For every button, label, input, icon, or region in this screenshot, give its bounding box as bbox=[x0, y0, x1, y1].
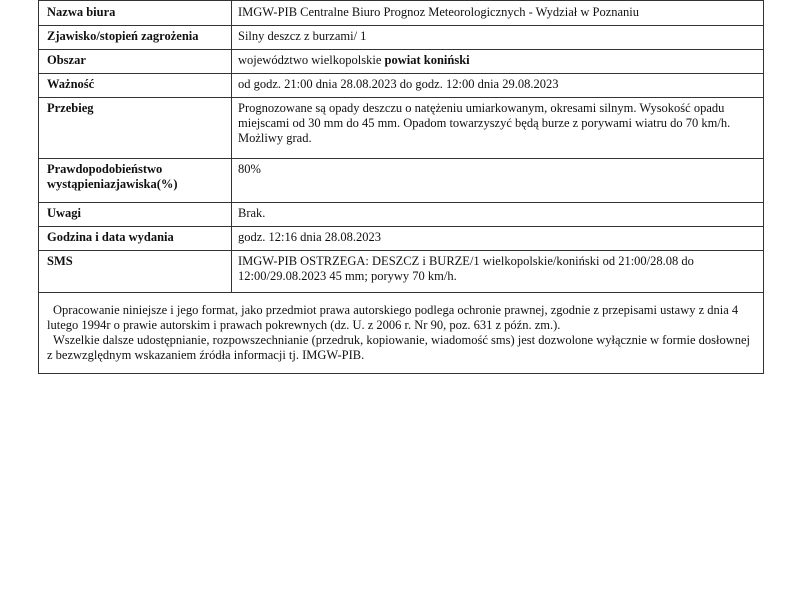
row-przebieg bbox=[39, 98, 764, 159]
label-godzina: Godzina i data wydania bbox=[39, 227, 232, 251]
value-obszar-region: województwo wielkopolskie bbox=[238, 53, 385, 67]
row-obszar bbox=[39, 50, 764, 74]
row-zjawisko bbox=[39, 26, 764, 50]
label-biuro: Nazwa biura bbox=[39, 1, 232, 26]
label-obszar: Obszar bbox=[39, 50, 232, 74]
sharing-notice: Wszelkie dalsze udostępnianie, rozpowszechnianie (przedruk, kopiowanie, wiadomość sms) jest dozwolone wyłącznie w formie dosłownej z bezwzględnym wskazaniem źródła informacji tj. IMGW-PIB. bbox=[47, 333, 751, 362]
label-prawdopodobienstwo: Prawdopodobieństwo wystąpieniazjawiska(%) bbox=[39, 159, 232, 203]
label-sms: SMS bbox=[39, 251, 232, 293]
value-obszar-powiat: powiat koniński bbox=[384, 53, 470, 67]
copyright-footer bbox=[38, 293, 764, 374]
warning-document bbox=[38, 0, 764, 374]
label-waznosc: Ważność bbox=[39, 74, 232, 98]
row-waznosc bbox=[39, 74, 764, 98]
value-uwagi: Brak. bbox=[232, 203, 764, 227]
value-zjawisko: Silny deszcz z burzami/ 1 bbox=[232, 26, 764, 50]
value-prawdopodobienstwo: 80% bbox=[232, 159, 764, 203]
value-biuro: IMGW-PIB Centralne Biuro Prognoz Meteorologicznych - Wydział w Poznaniu bbox=[232, 1, 764, 26]
value-obszar bbox=[232, 50, 764, 74]
copyright-notice: Opracowanie niniejsze i jego format, jako przedmiot prawa autorskiego podlega ochronie prawnej, zgodnie z przepisami ustawy z dnia 4 lutego 1994r o prawie autorskim i prawach pokrewnych (dz. U. z 2006 r. Nr 90, poz. 631 z późn. zm.). bbox=[47, 303, 739, 332]
value-przebieg: Prognozowane są opady deszczu o natężeniu umiarkowanym, okresami silnym. Wysokość opadu miejscami od 30 mm do 45 mm. Opadom towarzyszyć będą burze z porywami wiatru do 70 km/h. Możliwy grad. bbox=[232, 98, 764, 159]
label-zjawisko: Zjawisko/stopień zagrożenia bbox=[39, 26, 232, 50]
label-uwagi: Uwagi bbox=[39, 203, 232, 227]
value-godzina: godz. 12:16 dnia 28.08.2023 bbox=[232, 227, 764, 251]
row-biuro bbox=[39, 1, 764, 26]
value-sms: IMGW-PIB OSTRZEGA: DESZCZ i BURZE/1 wielkopolskie/koniński od 21:00/28.08 do 12:00/29.08.2023 45 mm; porywy 70 km/h. bbox=[232, 251, 764, 293]
row-uwagi bbox=[39, 203, 764, 227]
row-godzina bbox=[39, 227, 764, 251]
value-waznosc: od godz. 21:00 dnia 28.08.2023 do godz. 12:00 dnia 29.08.2023 bbox=[232, 74, 764, 98]
label-przebieg: Przebieg bbox=[39, 98, 232, 159]
row-prawdopodobienstwo bbox=[39, 159, 764, 203]
row-sms bbox=[39, 251, 764, 293]
warning-table bbox=[38, 0, 764, 293]
